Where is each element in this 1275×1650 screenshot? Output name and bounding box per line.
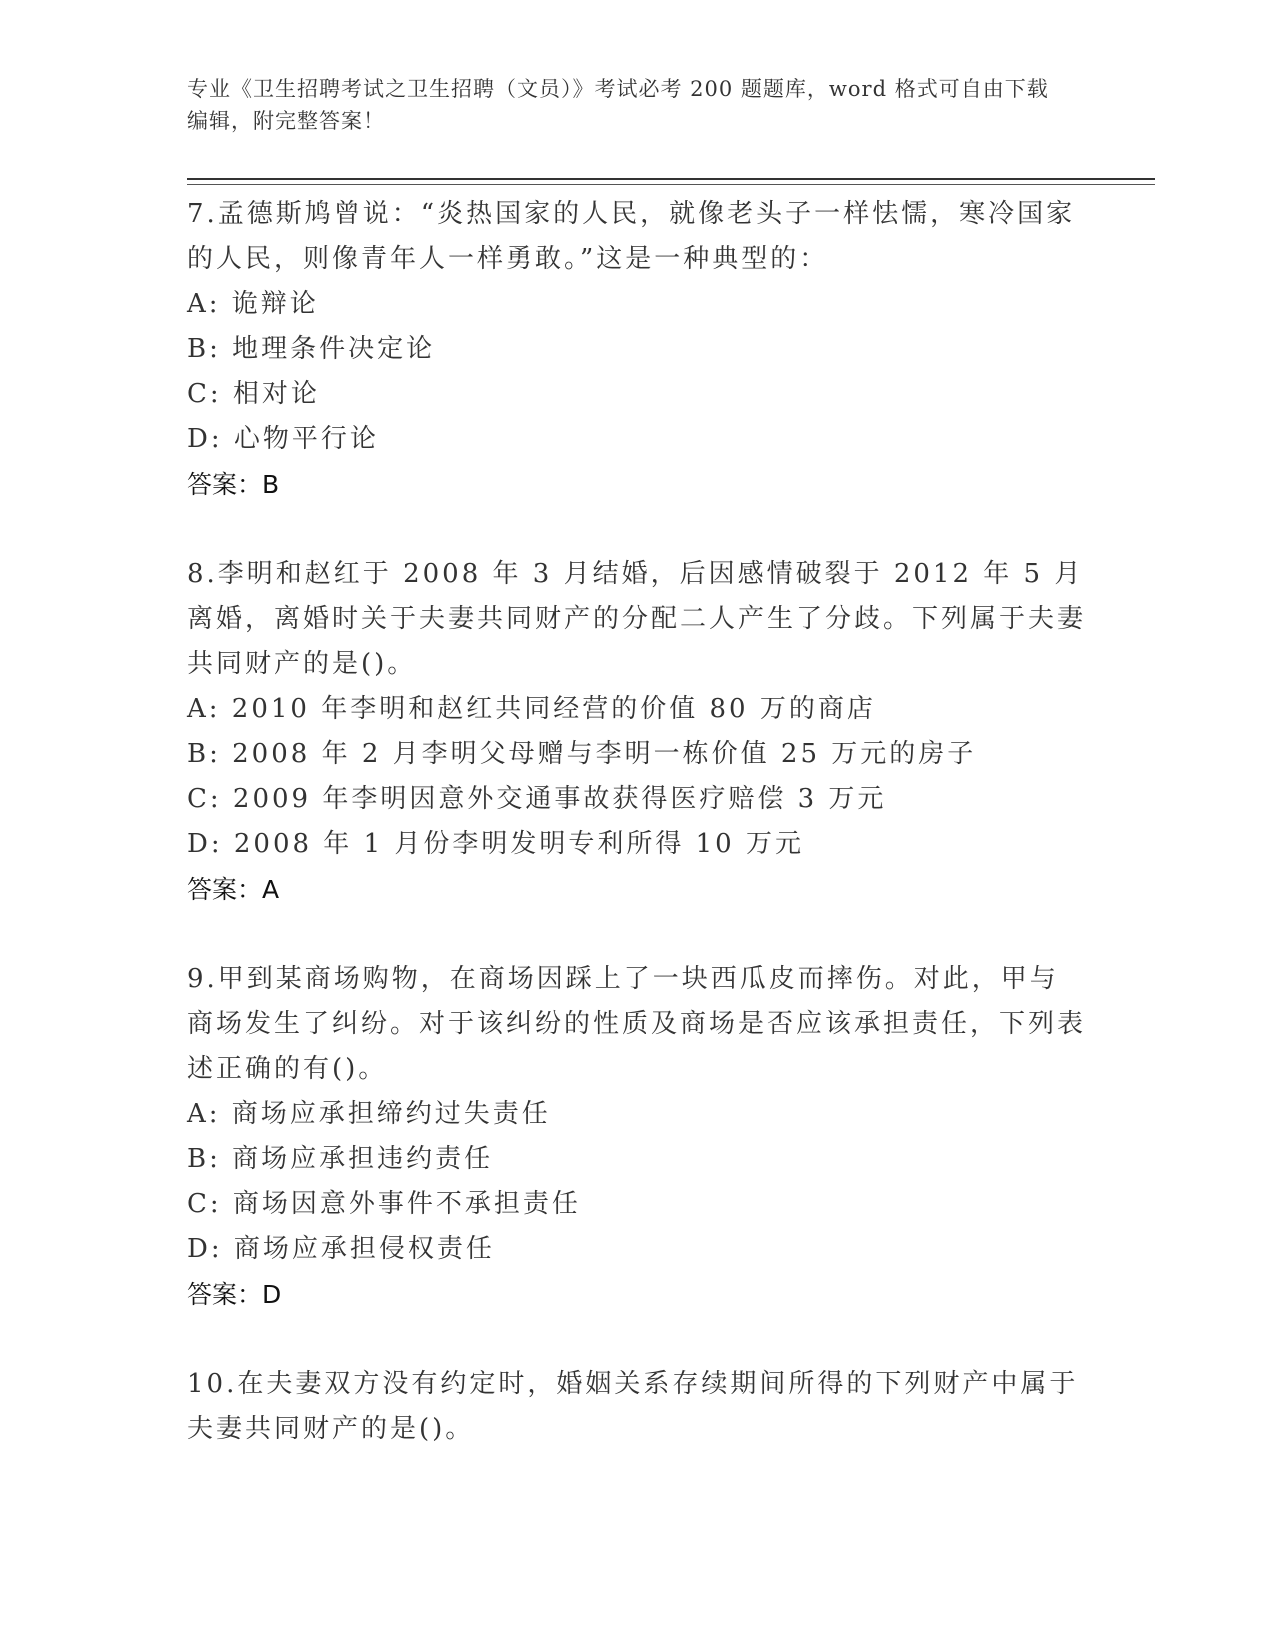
option-a: A: 商场应承担缔约过失责任 (187, 1099, 551, 1129)
option-c: C: 2009 年李明因意外交通事故获得医疗赔偿 3 万元 (187, 784, 887, 814)
option-c: C: 相对论 (187, 379, 320, 409)
option-d: D: 商场应承担侵权责任 (187, 1234, 495, 1264)
document-header: 专业《卫生招聘考试之卫生招聘（文员）》考试必考 200 题题库，word 格式可自由下载编辑，附完整答案！ (187, 77, 1049, 133)
question-text: 7.孟德斯鸠曾说：“炎热国家的人民，就像老头子一样怯懦，寒冷国家的人民，则像青年人一样勇敢。”这是一种典型的： (187, 199, 1076, 274)
option-d: D: 心物平行论 (187, 424, 379, 454)
question-9 (187, 957, 1087, 1317)
option-d: D: 2008 年 1 月份李明发明专利所得 10 万元 (187, 829, 804, 859)
option-b: B: 商场应承担违约责任 (187, 1144, 494, 1174)
answer: 答案：D (187, 1280, 282, 1309)
question-text: 9.甲到某商场购物，在商场因踩上了一块西瓜皮而摔伤。对此，甲与商场发生了纠纷。对于该纠纷的性质及商场是否应该承担责任，下列表述正确的有()。 (187, 964, 1087, 1084)
question-list (187, 192, 1087, 1497)
question-8 (187, 552, 1087, 912)
header-divider-thick (187, 178, 1155, 180)
answer: 答案：A (187, 875, 280, 904)
option-c: C: 商场因意外事件不承担责任 (187, 1189, 581, 1219)
question-7 (187, 192, 1087, 507)
option-b: B: 2008 年 2 月李明父母赠与李明一栋价值 25 万元的房子 (187, 739, 977, 769)
question-10 (187, 1362, 1087, 1452)
option-b: B: 地理条件决定论 (187, 334, 436, 364)
header-divider-thin (187, 184, 1155, 185)
answer: 答案：B (187, 470, 280, 499)
question-text: 8.李明和赵红于 2008 年 3 月结婚，后因感情破裂于 2012 年 5 月离婚，离婚时关于夫妻共同财产的分配二人产生了分歧。下列属于夫妻共同财产的是()。 (187, 559, 1087, 679)
option-a: A: 2010 年李明和赵红共同经营的价值 80 万的商店 (187, 694, 876, 724)
option-a: A: 诡辩论 (187, 289, 319, 319)
question-text: 10.在夫妻双方没有约定时，婚姻关系存续期间所得的下列财产中属于夫妻共同财产的是()。 (187, 1369, 1079, 1444)
